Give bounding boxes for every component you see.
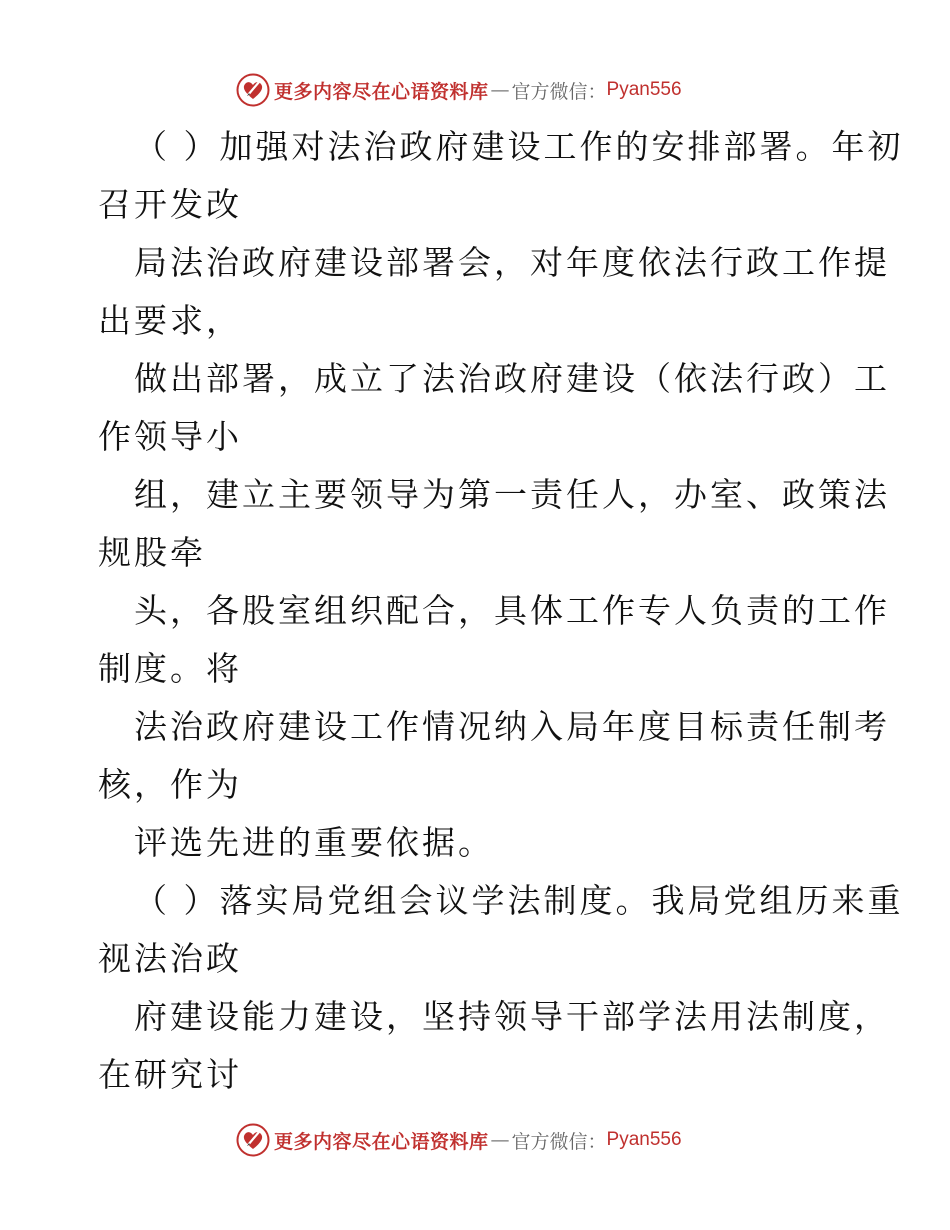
heart-pen-logo-icon [236,73,270,107]
text-line: 出要求， [98,301,242,340]
text-line: 制度。将 [98,649,242,688]
text-line: 做出部署，成立了法治政府建设（依法行政）工 [134,359,890,398]
body-text [98,118,904,1104]
text-line: （ ）落实局党组会议学法制度。我局党组历来重 [134,881,904,920]
text-line: 府建设能力建设，坚持领导干部学法用法制度， [134,997,890,1036]
header-wechat-id: Pyan556 [606,79,682,100]
text-line: 评选先进的重要依据。 [134,823,494,862]
footer-watermark [236,1122,682,1158]
header-site-text: 更多内容尽在心语资料库 [274,80,489,103]
text-line: （ ）加强对法治政府建设工作的安排部署。年初 [134,127,904,166]
text-line: 组，建立主要领导为第一责任人，办室、政策法 [134,475,890,514]
text-line: 召开发改 [98,185,242,224]
text-line: 核，作为 [98,765,242,804]
text-line: 在研究讨 [98,1055,242,1094]
text-line: 作领导小 [98,417,242,456]
footer-wechat-id: Pyan556 [606,1129,682,1150]
text-line: 视法治政 [98,939,242,978]
header-dash: — [490,79,510,101]
heart-pen-logo-icon [236,1123,270,1157]
text-line: 规股牵 [98,533,206,572]
text-line: 法治政府建设工作情况纳入局年度目标责任制考 [134,707,890,746]
footer-wechat-label: 官方微信： [511,1130,607,1153]
text-line: 局法治政府建设部署会，对年度依法行政工作提 [134,243,890,282]
header-watermark [236,72,682,108]
header-wechat-label: 官方微信： [511,80,607,103]
text-line: 头，各股室组织配合，具体工作专人负责的工作 [134,591,890,630]
footer-dash: — [490,1129,510,1151]
footer-site-text: 更多内容尽在心语资料库 [274,1130,489,1153]
